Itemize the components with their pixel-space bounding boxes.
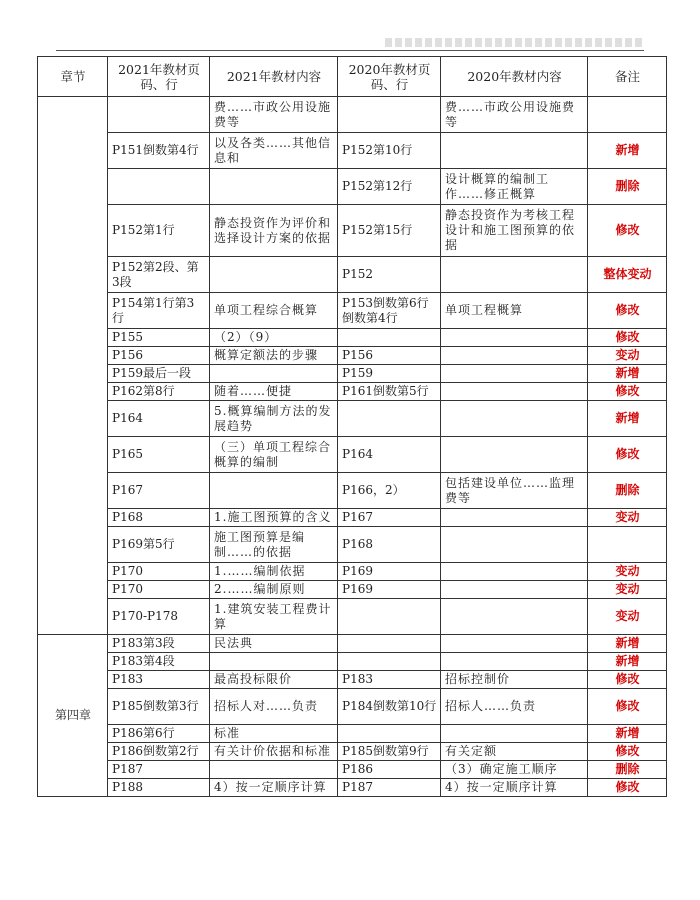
remark-cell: 新增 (588, 365, 667, 383)
page-2021-cell: P187 (108, 761, 210, 779)
remark-cell: 修改 (588, 293, 667, 329)
table-row (38, 743, 667, 761)
content-2021-cell: 1.……编制依据 (210, 563, 338, 581)
table-row (38, 761, 667, 779)
remark-cell (588, 527, 667, 563)
header-row (38, 57, 667, 97)
content-2020-cell (441, 401, 588, 437)
table-row (38, 599, 667, 635)
table-row (38, 635, 667, 653)
content-2020-cell (441, 527, 588, 563)
content-2020-cell (441, 581, 588, 599)
page-2021-cell: P170 (108, 563, 210, 581)
page-2021-cell: P164 (108, 401, 210, 437)
remark-cell: 新增 (588, 401, 667, 437)
content-2020-cell: 有关定额 (441, 743, 588, 761)
page-2021-cell: P170 (108, 581, 210, 599)
remark-cell: 新增 (588, 725, 667, 743)
page-2021-cell: P183第3段 (108, 635, 210, 653)
table-body (38, 97, 667, 797)
content-2020-cell (441, 347, 588, 365)
page-2021-cell: P154第1行第3行 (108, 293, 210, 329)
content-2020-cell (441, 437, 588, 473)
content-2020-cell: 4）按一定顺序计算 (441, 779, 588, 797)
table-row (38, 257, 667, 293)
remark-cell: 变动 (588, 581, 667, 599)
page-2021-cell: P152第2段、第3段 (108, 257, 210, 293)
content-2021-cell: 民法典 (210, 635, 338, 653)
content-2020-cell (441, 725, 588, 743)
content-2021-cell: 招标人对……负责 (210, 689, 338, 725)
page-2020-cell: P167 (338, 509, 441, 527)
remark-cell: 修改 (588, 329, 667, 347)
content-2021-cell: 4）按一定顺序计算 (210, 779, 338, 797)
header-remark: 备注 (588, 57, 667, 97)
content-2020-cell (441, 563, 588, 581)
content-2021-cell: 随着……便捷 (210, 383, 338, 401)
page-2020-cell: P169 (338, 581, 441, 599)
content-2021-cell: 以及各类……其他信息和 (210, 133, 338, 169)
content-2021-cell (210, 761, 338, 779)
content-2020-cell: 招标人……负责 (441, 689, 588, 725)
page-2020-cell: P152第15行 (338, 205, 441, 257)
content-2020-cell: 设计概算的编制工作……修正概算 (441, 169, 588, 205)
remark-cell: 删除 (588, 169, 667, 205)
page-2021-cell: P183 (108, 671, 210, 689)
content-2020-cell (441, 257, 588, 293)
content-2020-cell (441, 509, 588, 527)
content-2021-cell: 静态投资作为评价和选择设计方案的依据 (210, 205, 338, 257)
page-2020-cell (338, 401, 441, 437)
content-2020-cell (441, 383, 588, 401)
content-2021-cell: 单项工程综合概算 (210, 293, 338, 329)
remark-cell: 变动 (588, 347, 667, 365)
content-2020-cell: 包括建设单位……监理费等 (441, 473, 588, 509)
content-2021-cell (210, 473, 338, 509)
table-row (38, 97, 667, 133)
changes-table (37, 56, 667, 797)
table-row (38, 653, 667, 671)
header-2020-page: 2020年教材页码、行 (338, 57, 441, 97)
content-2020-cell (441, 635, 588, 653)
page-2020-cell (338, 599, 441, 635)
page-2020-cell: P156 (338, 347, 441, 365)
page-2021-cell: P151倒数第4行 (108, 133, 210, 169)
content-2021-cell: 2.……编制原则 (210, 581, 338, 599)
remark-cell: 变动 (588, 509, 667, 527)
remark-cell: 删除 (588, 473, 667, 509)
table-row (38, 169, 667, 205)
content-2020-cell: （3）确定施工顺序 (441, 761, 588, 779)
content-2020-cell: 单项工程概算 (441, 293, 588, 329)
page-2021-cell: P155 (108, 329, 210, 347)
table-row (38, 329, 667, 347)
header-chapter: 章节 (38, 57, 108, 97)
table-row (38, 473, 667, 509)
header-2021-content: 2021年教材内容 (210, 57, 338, 97)
header-2020-content: 2020年教材内容 (441, 57, 588, 97)
table-row (38, 347, 667, 365)
table-row (38, 133, 667, 169)
content-2021-cell (210, 257, 338, 293)
remark-cell: 变动 (588, 599, 667, 635)
content-2021-cell: 施工图预算是编制……的依据 (210, 527, 338, 563)
content-2021-cell: （2）（9） (210, 329, 338, 347)
table-row (38, 725, 667, 743)
content-2021-cell: 1.建筑安装工程费计算 (210, 599, 338, 635)
chapter-cell: 第四章 (38, 635, 108, 797)
header-rule (56, 50, 644, 51)
table-row (38, 437, 667, 473)
table-row (38, 383, 667, 401)
page-2020-cell: P187 (338, 779, 441, 797)
page-2021-cell (108, 97, 210, 133)
page-2020-cell: P152 (338, 257, 441, 293)
content-2021-cell (210, 365, 338, 383)
page-2021-cell: P159最后一段 (108, 365, 210, 383)
page-2020-cell: P161倒数第5行 (338, 383, 441, 401)
content-2021-cell (210, 653, 338, 671)
remark-cell: 新增 (588, 635, 667, 653)
content-2020-cell: 静态投资作为考核工程设计和施工图预算的依据 (441, 205, 588, 257)
page-2021-cell: P156 (108, 347, 210, 365)
page-2020-cell: P185倒数第9行 (338, 743, 441, 761)
page-2020-cell: P183 (338, 671, 441, 689)
content-2021-cell: 5.概算编制方法的发展趋势 (210, 401, 338, 437)
page-2020-cell: P166，2） (338, 473, 441, 509)
table-row (38, 365, 667, 383)
content-2020-cell: 费……市政公用设施费等 (441, 97, 588, 133)
page-2020-cell: P152第10行 (338, 133, 441, 169)
page-2020-cell: P169 (338, 563, 441, 581)
page-2020-cell (338, 635, 441, 653)
remark-cell: 新增 (588, 133, 667, 169)
page-2021-cell: P185倒数第3行 (108, 689, 210, 725)
remark-cell: 删除 (588, 761, 667, 779)
chapter-cell-prev (38, 97, 108, 635)
page-2020-cell (338, 97, 441, 133)
page-2021-cell: P188 (108, 779, 210, 797)
table-row (38, 581, 667, 599)
page-2021-cell: P186倒数第2行 (108, 743, 210, 761)
page-2021-cell: P168 (108, 509, 210, 527)
table-row (38, 401, 667, 437)
page-2021-cell: P186第6行 (108, 725, 210, 743)
page-2020-cell: P164 (338, 437, 441, 473)
content-2021-cell (210, 169, 338, 205)
table-row (38, 293, 667, 329)
page-2021-cell (108, 169, 210, 205)
content-2021-cell: 费……市政公用设施费等 (210, 97, 338, 133)
page-2020-cell (338, 329, 441, 347)
faded-header-text (385, 38, 643, 47)
table-row (38, 527, 667, 563)
remark-cell (588, 97, 667, 133)
page-2020-cell: P159 (338, 365, 441, 383)
remark-cell: 修改 (588, 437, 667, 473)
page-2021-cell: P183第4段 (108, 653, 210, 671)
page-2021-cell: P167 (108, 473, 210, 509)
content-2021-cell: 有关计价依据和标准 (210, 743, 338, 761)
page-2020-cell (338, 653, 441, 671)
page-2021-cell: P165 (108, 437, 210, 473)
table-row (38, 509, 667, 527)
page-2020-cell: P168 (338, 527, 441, 563)
page-2020-cell: P152第12行 (338, 169, 441, 205)
page-2021-cell: P170-P178 (108, 599, 210, 635)
page-2020-cell: P184倒数第10行 (338, 689, 441, 725)
page-2020-cell: P153倒数第6行倒数第4行 (338, 293, 441, 329)
table-row (38, 689, 667, 725)
table-row (38, 563, 667, 581)
content-2020-cell (441, 653, 588, 671)
remark-cell: 修改 (588, 671, 667, 689)
table-row (38, 205, 667, 257)
content-2021-cell: 1.施工图预算的含义 (210, 509, 338, 527)
remark-cell: 修改 (588, 205, 667, 257)
table-row (38, 779, 667, 797)
table-row (38, 671, 667, 689)
page-2020-cell (338, 725, 441, 743)
remark-cell: 修改 (588, 689, 667, 725)
header-2021-page: 2021年教材页码、行 (108, 57, 210, 97)
page-2021-cell: P162第8行 (108, 383, 210, 401)
remark-cell: 整体变动 (588, 257, 667, 293)
page-2020-cell: P186 (338, 761, 441, 779)
remark-cell: 修改 (588, 779, 667, 797)
content-2021-cell: （三）单项工程综合概算的编制 (210, 437, 338, 473)
content-2020-cell (441, 365, 588, 383)
content-2020-cell (441, 599, 588, 635)
remark-cell: 修改 (588, 743, 667, 761)
content-2020-cell (441, 133, 588, 169)
remark-cell: 新增 (588, 653, 667, 671)
remark-cell: 修改 (588, 383, 667, 401)
content-2020-cell: 招标控制价 (441, 671, 588, 689)
content-2021-cell: 最高投标限价 (210, 671, 338, 689)
content-2021-cell: 概算定额法的步骤 (210, 347, 338, 365)
remark-cell: 变动 (588, 563, 667, 581)
content-2020-cell (441, 329, 588, 347)
page-2021-cell: P169第5行 (108, 527, 210, 563)
content-2021-cell: 标准 (210, 725, 338, 743)
page-2021-cell: P152第1行 (108, 205, 210, 257)
